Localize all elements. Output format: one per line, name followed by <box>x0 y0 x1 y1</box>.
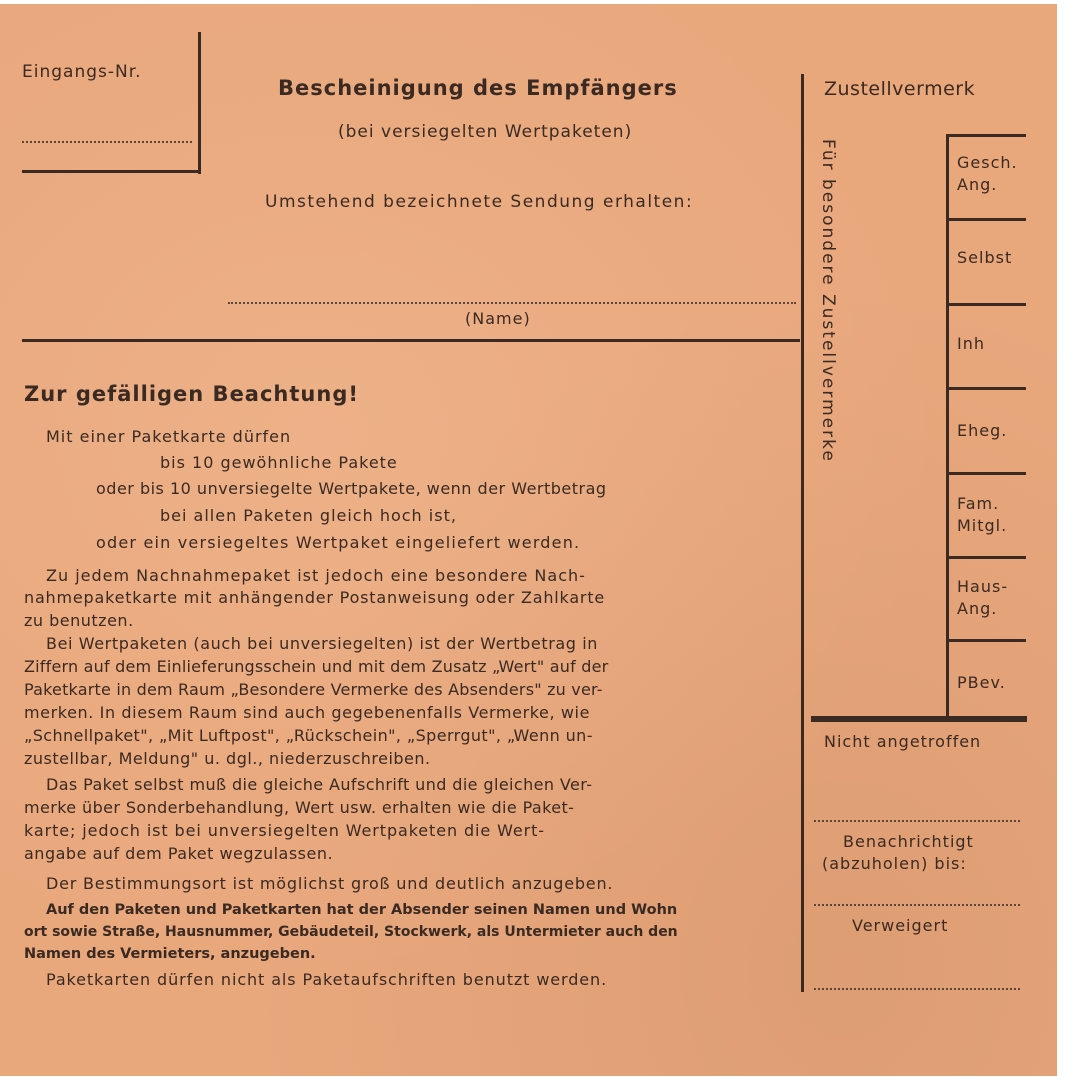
delivery-separator <box>811 716 1027 722</box>
box-label-text: Ang. <box>957 175 998 194</box>
box-spouse[interactable] <box>957 420 1007 442</box>
notice-line: zustellbar, Meldung" u. dgl., niederzuschreiben. <box>24 749 431 768</box>
notified-label: Benachrichtigt <box>843 832 974 851</box>
notice-line: merken. In diesem Raum sind auch gegebenenfalls Vermerke, wie <box>24 703 591 722</box>
box-business-employee[interactable] <box>957 152 1018 196</box>
box-owner[interactable] <box>957 333 985 355</box>
notice-line: Zu jedem Nachnahmepaket ist jedoch eine besondere Nach- <box>46 566 586 585</box>
receipt-box-border-right <box>198 32 201 174</box>
box-label-text: Fam. <box>957 494 1000 513</box>
box-label-text: Selbst <box>957 248 1013 267</box>
pickup-date-field[interactable] <box>814 904 1020 906</box>
name-signature-field[interactable] <box>228 302 796 304</box>
receipt-box-border-bottom <box>22 170 201 173</box>
refused-field[interactable] <box>814 988 1020 990</box>
receipt-number-field[interactable] <box>22 141 192 143</box>
refused-label: Verweigert <box>852 916 949 935</box>
received-text: Umstehend bezeichnete Sendung erhalten: <box>265 192 694 212</box>
notice-line: Paketkarte in dem Raum „Besondere Vermerke des Absenders" zu ver- <box>24 680 603 699</box>
receipt-number-label: Eingangs-Nr. <box>22 62 142 82</box>
delivery-note-title: Zustellvermerk <box>824 78 976 100</box>
box-label-text: Gesch. <box>957 153 1018 172</box>
notice-line: oder bis 10 unversiegelte Wertpakete, wenn der Wertbetrag <box>96 479 607 498</box>
notice-line: Bei Wertpaketen (auch bei unversiegelten) ist der Wertbetrag in <box>46 634 599 653</box>
pickup-until-label: (abzuholen) bis: <box>822 854 967 873</box>
notice-line: ort sowie Straße, Hausnummer, Gebäudeteil, Stockwerk, als Untermieter auch den <box>24 924 678 940</box>
notice-line: Das Paket selbst muß die gleiche Aufschrift und die gleichen Ver- <box>46 775 593 794</box>
notice-line: Auf den Paketen und Paketkarten hat der Absender seinen Namen und Wohn <box>46 902 678 918</box>
delivery-grid-border <box>946 134 949 716</box>
notice-line: Mit einer Paketkarte dürfen <box>46 427 292 446</box>
box-label-text: PBev. <box>957 673 1006 692</box>
grid-line <box>946 303 1026 306</box>
notice-line: zu benutzen. <box>24 611 134 630</box>
column-divider <box>801 74 804 992</box>
notice-line: oder ein versiegeltes Wertpaket eingeliefert werden. <box>96 533 581 552</box>
box-household-member[interactable] <box>957 576 1008 620</box>
parcel-card-back <box>0 4 1057 1076</box>
notice-line: Namen des Vermieters, anzugeben. <box>24 946 316 962</box>
box-label-text: Eheg. <box>957 421 1008 440</box>
notice-line: nahmepaketkarte mit anhängender Postanweisung oder Zahlkarte <box>24 588 606 607</box>
grid-line <box>946 218 1026 221</box>
certificate-title: Bescheinigung des Empfängers <box>278 76 678 100</box>
grid-line <box>946 556 1026 559</box>
special-notes-vertical-label: Für besondere Zustellvermerke <box>818 139 838 463</box>
notice-line: bis 10 gewöhnliche Pakete <box>160 453 398 472</box>
notice-line: merke über Sonderbehandlung, Wert usw. erhalten wie die Paket- <box>24 798 575 817</box>
grid-line <box>946 639 1026 642</box>
grid-line <box>946 472 1026 475</box>
box-label-text: Inh <box>957 334 985 353</box>
notice-line: Der Bestimmungsort ist möglichst groß und deutlich anzugeben. <box>46 874 614 893</box>
not-found-field[interactable] <box>814 820 1020 822</box>
grid-line <box>946 134 1026 137</box>
box-self[interactable] <box>957 247 1012 269</box>
section-divider <box>22 339 800 342</box>
notice-line: Paketkarten dürfen nicht als Paketaufschriften benutzt werden. <box>46 970 608 989</box>
notice-heading: Zur gefälligen Beachtung! <box>24 382 359 406</box>
box-family-member[interactable] <box>957 493 1007 537</box>
not-found-label: Nicht angetroffen <box>824 732 982 751</box>
box-label-text: Haus- <box>957 577 1009 596</box>
notice-line: „Schnellpaket", „Mit Luftpost", „Rückschein", „Sperrgut", „Wenn un- <box>24 726 593 745</box>
notice-line: Ziffern auf dem Einlieferungsschein und mit dem Zusatz „Wert" auf der <box>24 657 609 676</box>
certificate-subtitle: (bei versiegelten Wertpaketen) <box>338 122 633 142</box>
notice-line: bei allen Paketen gleich hoch ist, <box>160 506 457 525</box>
notice-line: karte; jedoch ist bei unversiegelten Wertpaketen die Wert- <box>24 821 545 840</box>
notice-line: angabe auf dem Paket wegzulassen. <box>24 844 334 863</box>
box-label-text: Ang. <box>957 599 998 618</box>
box-label-text: Mitgl. <box>957 516 1008 535</box>
grid-line <box>946 387 1026 390</box>
box-authorized-person[interactable] <box>957 672 1006 694</box>
name-label: (Name) <box>465 309 531 328</box>
